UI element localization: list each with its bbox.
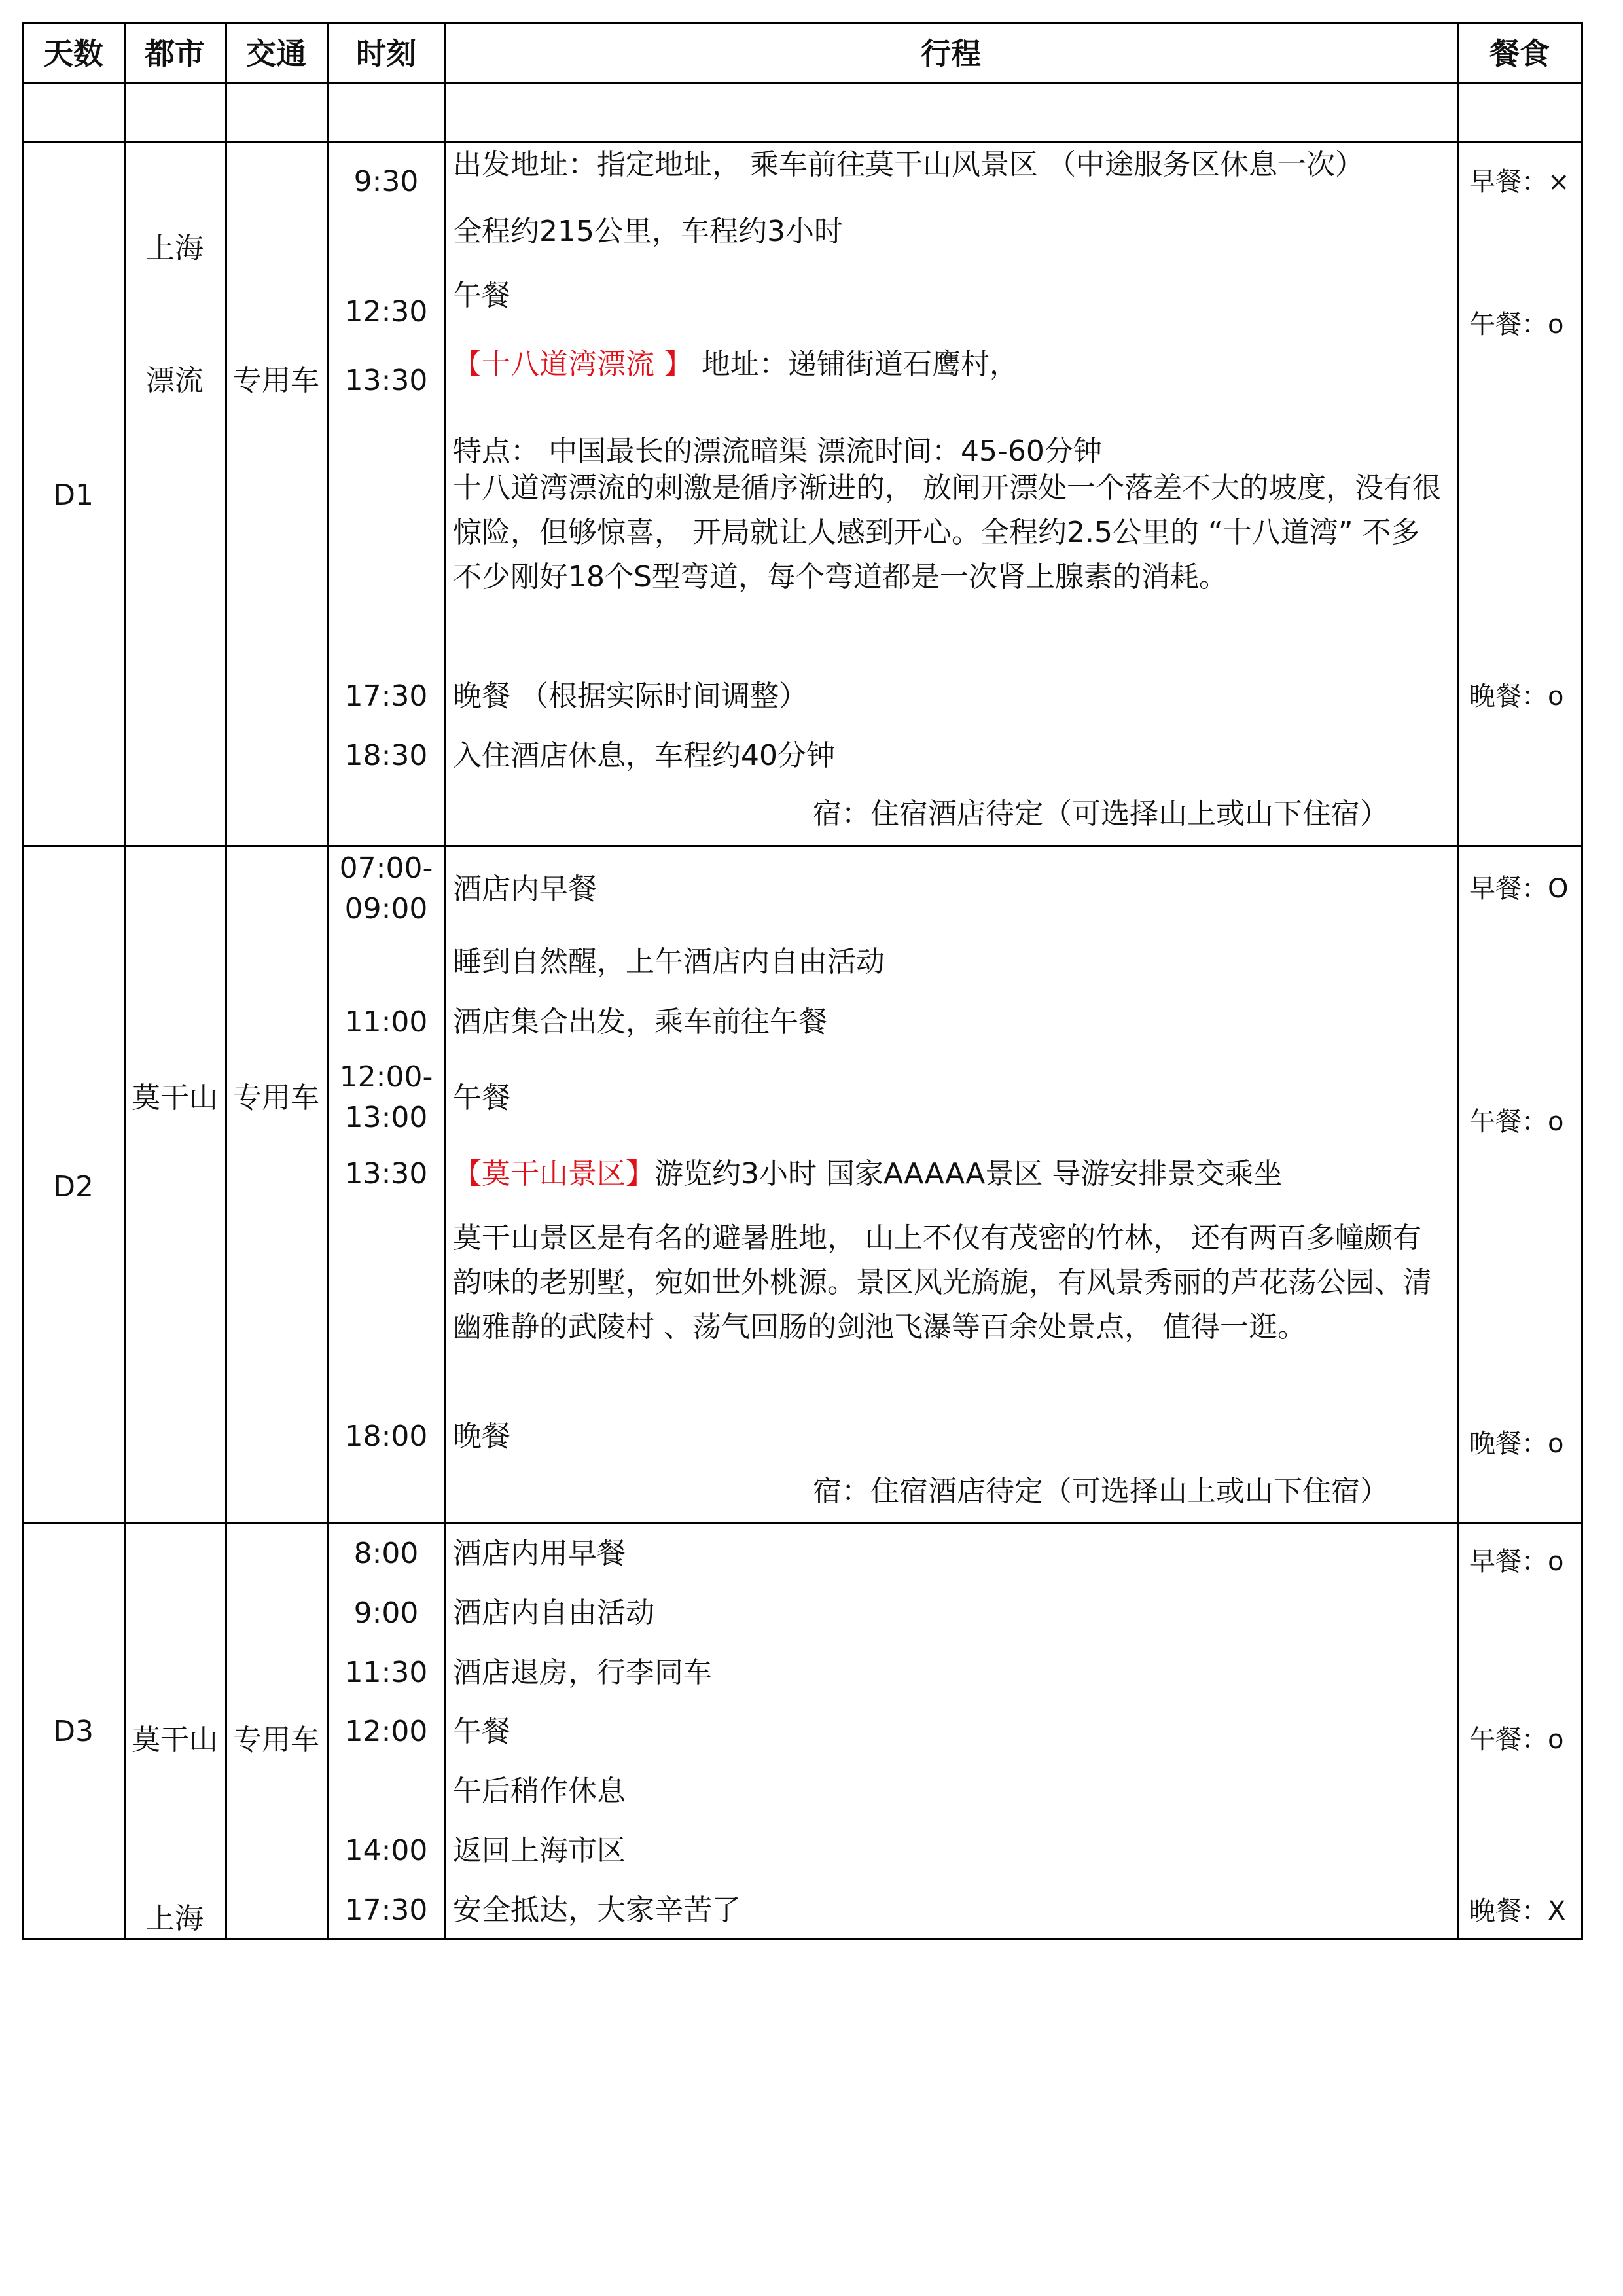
meal-breakfast: 早餐：o bbox=[1469, 1547, 1564, 1577]
accommodation-note: 宿：住宿酒店待定（可选择山上或山下住宿） bbox=[813, 797, 1389, 831]
time-cell: 17:30 bbox=[344, 679, 428, 713]
header-transport: 交通 bbox=[246, 36, 306, 71]
city-name: 漂流 bbox=[146, 364, 204, 397]
itinerary-line: 酒店集合出发，乘车前往午餐 bbox=[453, 1005, 827, 1039]
meal-lunch: 午餐：o bbox=[1469, 1107, 1564, 1137]
meal-lunch: 午餐：o bbox=[1469, 1725, 1564, 1755]
time-cell: 9:00 bbox=[353, 1596, 419, 1630]
header-itinerary: 行程 bbox=[921, 36, 981, 71]
itinerary-line bbox=[453, 350, 1018, 379]
time-cell: 17:30 bbox=[344, 1893, 428, 1927]
itinerary-line: 酒店退房，行李同车 bbox=[453, 1656, 712, 1689]
time-cell: 12:00- bbox=[339, 1060, 433, 1094]
itinerary-line: 午后稍作休息 bbox=[453, 1774, 626, 1808]
day-label: D1 bbox=[53, 478, 94, 512]
meal-dinner: 晚餐：X bbox=[1469, 1896, 1566, 1926]
time-cell: 12:30 bbox=[344, 295, 428, 329]
transport-label: 专用车 bbox=[233, 1723, 319, 1757]
meal-dinner: 晚餐：o bbox=[1469, 681, 1564, 711]
day-label: D2 bbox=[53, 1170, 94, 1204]
itinerary-line: 午餐 bbox=[453, 279, 510, 312]
time-cell: 9:30 bbox=[353, 165, 419, 198]
itinerary-line: 酒店内早餐 bbox=[453, 872, 597, 906]
time-cell: 09:00 bbox=[344, 892, 428, 925]
time-cell: 13:00 bbox=[344, 1101, 428, 1134]
itinerary-line: 入住酒店休息，车程约40分钟 bbox=[453, 739, 835, 772]
itinerary-line: 晚餐 （根据实际时间调整） bbox=[453, 679, 808, 713]
header-city: 都市 bbox=[145, 36, 205, 71]
highlight-attraction: 【莫干山景区】 bbox=[453, 1157, 654, 1191]
grid-line bbox=[22, 141, 1583, 143]
grid-line bbox=[22, 22, 24, 1940]
grid-line bbox=[22, 1522, 1583, 1524]
itinerary-line: 午餐 bbox=[453, 1715, 510, 1748]
time-cell: 8:00 bbox=[353, 1537, 419, 1570]
meal-breakfast: 早餐：× bbox=[1469, 167, 1570, 197]
grid-line bbox=[327, 22, 329, 1940]
grid-line bbox=[22, 22, 1583, 24]
itinerary-line: 酒店内自由活动 bbox=[453, 1596, 654, 1630]
grid-line bbox=[22, 845, 1583, 847]
city-name: 莫干山 bbox=[132, 1723, 218, 1757]
itinerary-text: 地址：递铺街道石鹰村， bbox=[692, 348, 1018, 381]
description-paragraph: 莫干山景区是有名的避暑胜地， 山上不仅有茂密的竹林， 还有两百多幢颇有韵味的老别墅，宛如世外桃源。景区风光旖旎，有风景秀丽的芦花荡公园、清幽雅静的武陵村 、荡气回肠的剑池飞瀑等百余处景点， 值得一逛。 bbox=[453, 1221, 1432, 1344]
grid-line bbox=[22, 82, 1583, 84]
itinerary-line: 安全抵达，大家辛苦了 bbox=[453, 1893, 741, 1927]
itinerary-line: 出发地址：指定地址， 乘车前往莫干山风景区 （中途服务区休息一次） bbox=[453, 148, 1364, 181]
itinerary-line: 特点： 中国最长的漂流暗渠 漂流时间：45-60分钟 bbox=[453, 435, 1102, 468]
itinerary-line: 睡到自然醒，上午酒店内自由活动 bbox=[453, 945, 885, 978]
itinerary-line: 午餐 bbox=[453, 1081, 510, 1115]
time-cell: 18:00 bbox=[344, 1420, 428, 1453]
time-cell: 13:30 bbox=[344, 364, 428, 397]
accommodation-note: 宿：住宿酒店待定（可选择山上或山下住宿） bbox=[813, 1475, 1389, 1508]
time-cell: 07:00- bbox=[339, 852, 433, 885]
itinerary-line: 酒店内用早餐 bbox=[453, 1537, 626, 1570]
grid-line bbox=[124, 22, 126, 1940]
grid-line bbox=[1581, 22, 1583, 1940]
time-cell: 11:30 bbox=[344, 1656, 428, 1689]
grid-line bbox=[444, 22, 446, 1940]
city-name: 上海 bbox=[146, 232, 204, 265]
header-meal: 餐食 bbox=[1489, 36, 1550, 71]
itinerary-line: 返回上海市区 bbox=[453, 1834, 626, 1867]
itinerary-line bbox=[453, 1157, 1283, 1191]
time-cell: 12:00 bbox=[344, 1715, 428, 1748]
grid-line bbox=[22, 1938, 1583, 1940]
time-cell: 14:00 bbox=[344, 1834, 428, 1867]
grid-line bbox=[225, 22, 227, 1940]
itinerary-line: 晚餐 bbox=[453, 1420, 510, 1453]
time-cell: 11:00 bbox=[344, 1005, 428, 1039]
itinerary-text: 游览约3小时 国家AAAAA景区 导游安排景交乘坐 bbox=[654, 1157, 1283, 1191]
header-time: 时刻 bbox=[356, 36, 416, 71]
itinerary-line: 全程约215公里，车程约3小时 bbox=[453, 215, 843, 248]
city-name: 莫干山 bbox=[132, 1081, 218, 1115]
day-label: D3 bbox=[53, 1715, 94, 1748]
header-day: 天数 bbox=[43, 36, 103, 71]
meal-lunch: 午餐：o bbox=[1469, 310, 1564, 340]
description-paragraph: 十八道湾漂流的刺激是循序渐进的， 放闸开漂处一个落差不大的坡度，没有很惊险，但够惊喜， 开局就让人感到开心。全程约2.5公里的 “十八道湾” 不多不少刚好18个S型弯道，每个弯道都是一次肾上腺素的消耗。 bbox=[453, 471, 1441, 594]
highlight-attraction: 【十八道湾漂流 】 bbox=[453, 348, 692, 381]
transport-label: 专用车 bbox=[233, 364, 319, 397]
transport-label: 专用车 bbox=[233, 1081, 319, 1115]
grid-line bbox=[1457, 22, 1459, 1940]
meal-dinner: 晚餐：o bbox=[1469, 1429, 1564, 1459]
city-name: 上海 bbox=[146, 1902, 204, 1935]
time-cell: 13:30 bbox=[344, 1157, 428, 1191]
time-cell: 18:30 bbox=[344, 739, 428, 772]
meal-breakfast: 早餐：O bbox=[1469, 874, 1569, 904]
